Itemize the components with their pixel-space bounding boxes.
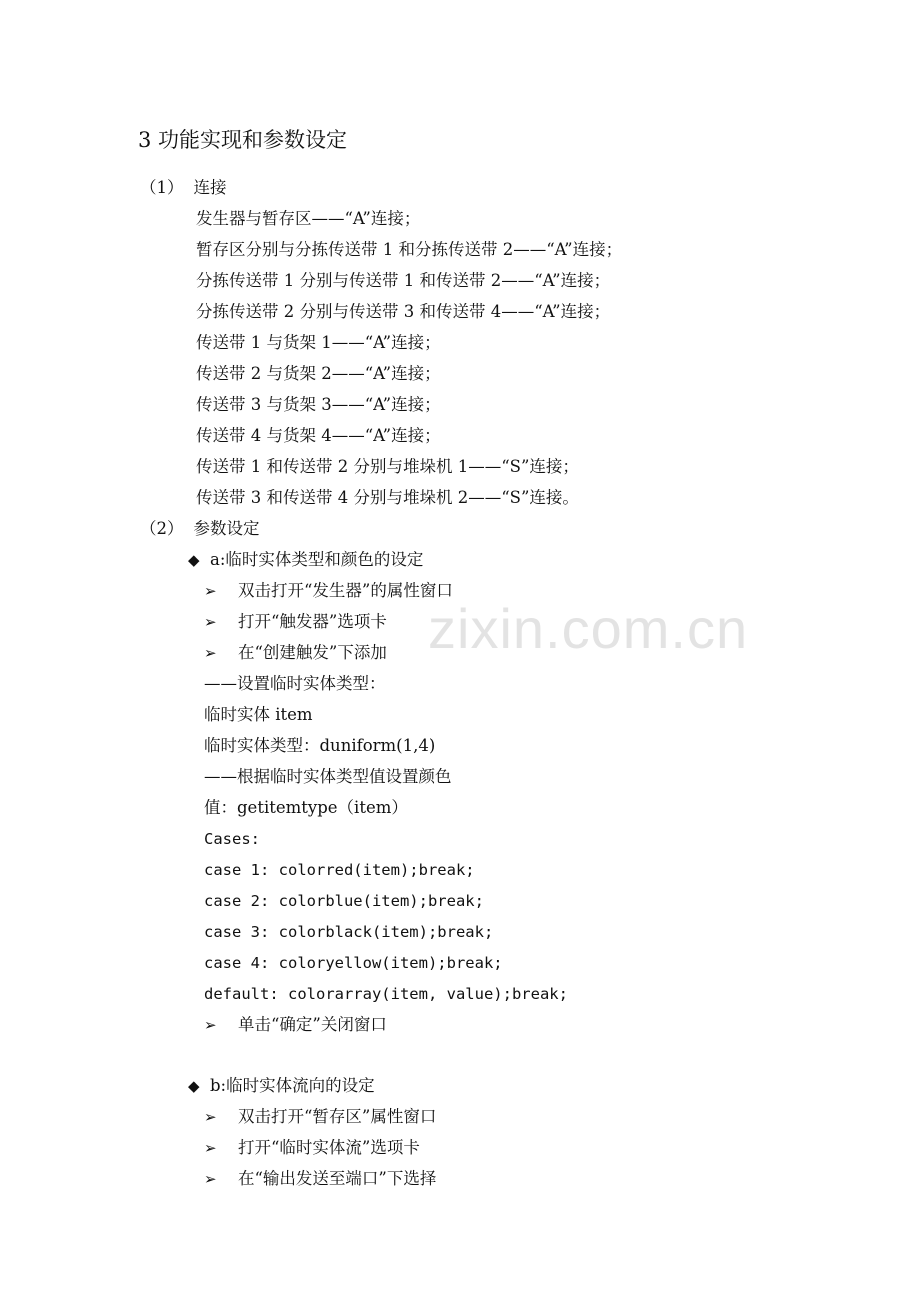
connection-line: 分拣传送带 1 分别与传送带 1 和传送带 2——“A”连接；	[196, 271, 611, 290]
code-line: ——设置临时实体类型：	[204, 674, 386, 693]
arrow-bullet-icon: ➢	[204, 1016, 217, 1034]
code-line: ——根据临时实体类型值设置颜色	[204, 767, 452, 786]
connection-line: 传送带 1 与货架 1——“A”连接；	[196, 333, 441, 352]
connection-line: 传送带 2 与货架 2——“A”连接；	[196, 364, 441, 383]
arrow-bullet-icon: ➢	[204, 644, 217, 662]
part1-heading-row	[140, 176, 227, 200]
arrow-bullet-icon: ➢	[204, 582, 217, 600]
step-text: 在“创建触发”下添加	[238, 643, 387, 662]
connection-line: 暂存区分别与分拣传送带 1 和分拣传送带 2——“A”连接；	[196, 240, 623, 259]
step-item	[204, 1105, 436, 1129]
watermark: zixin.com.cn	[428, 597, 749, 660]
section-title: 3 功能实现和参数设定	[138, 128, 348, 152]
section-a-heading: a:临时实体类型和颜色的设定	[210, 550, 424, 569]
code-line: case 2: colorblue(item);break;	[204, 892, 484, 910]
step-item	[204, 1136, 420, 1160]
arrow-bullet-icon: ➢	[204, 613, 217, 631]
diamond-bullet-icon: ◆	[188, 1077, 200, 1095]
step-text: 打开“触发器”选项卡	[238, 612, 387, 631]
step-item	[204, 610, 387, 634]
code-line: case 3: colorblack(item);break;	[204, 923, 494, 941]
connection-line: 分拣传送带 2 分别与传送带 3 和传送带 4——“A”连接；	[196, 302, 611, 321]
code-line: 临时实体 item	[204, 705, 313, 724]
connection-line: 传送带 3 与货架 3——“A”连接；	[196, 395, 441, 414]
step-item	[204, 1167, 436, 1191]
step-item	[204, 579, 453, 603]
connection-line: 发生器与暂存区——“A”连接；	[196, 209, 421, 228]
diamond-bullet-icon: ◆	[188, 551, 200, 569]
step-text: 双击打开“暂存区”属性窗口	[238, 1107, 437, 1126]
connection-line: 传送带 1 和传送带 2 分别与堆垛机 1——“S”连接；	[196, 457, 579, 476]
connection-line: 传送带 3 和传送带 4 分别与堆垛机 2——“S”连接。	[196, 488, 579, 507]
section-b-heading: b:临时实体流向的设定	[210, 1076, 375, 1095]
code-line: 临时实体类型：duniform(1,4)	[204, 736, 436, 755]
arrow-bullet-icon: ➢	[204, 1170, 217, 1188]
arrow-bullet-icon: ➢	[204, 1108, 217, 1126]
code-line: Cases:	[204, 830, 260, 848]
step-text: 打开“临时实体流”选项卡	[238, 1138, 420, 1157]
step-text: 单击“确定”关闭窗口	[238, 1015, 387, 1034]
step-item	[204, 641, 387, 665]
step-item	[204, 1013, 387, 1037]
part1-label: （1）	[140, 178, 184, 197]
code-line: case 1: colorred(item);break;	[204, 861, 475, 879]
part1-heading: 连接	[193, 178, 227, 197]
section-a-heading-row	[188, 548, 423, 572]
step-text: 在“输出发送至端口”下选择	[238, 1169, 437, 1188]
code-line: 值：getitemtype（item）	[204, 798, 408, 817]
code-line: case 4: coloryellow(item);break;	[204, 954, 503, 972]
arrow-bullet-icon: ➢	[204, 1139, 217, 1157]
part2-heading: 参数设定	[193, 519, 260, 538]
section-b-heading-row	[188, 1074, 375, 1098]
part2-label: （2）	[140, 519, 184, 538]
connection-line: 传送带 4 与货架 4——“A”连接；	[196, 426, 441, 445]
step-text: 双击打开“发生器”的属性窗口	[238, 581, 453, 600]
part2-heading-row	[140, 517, 260, 541]
code-line: default: colorarray(item, value);break;	[204, 985, 568, 1003]
